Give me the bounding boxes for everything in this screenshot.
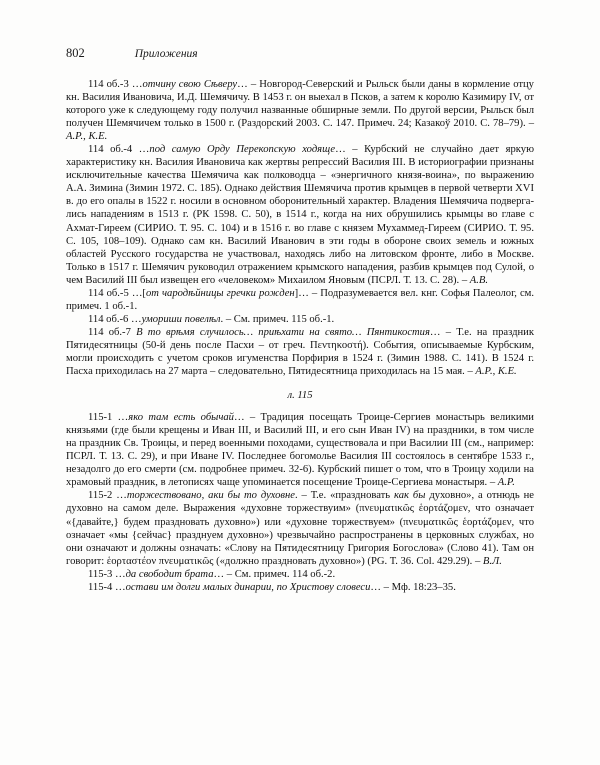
note-paragraph: 114 об.-7 В то врѣмя случилось… приѣхати на свято… Пянтикостия… – Т.е. на праздник Пятидесятницы (50-й день после Пасхи – от греч. Πεντηκοστή). События, описываемые Курбским, могли происходить с учетом сроков игуменства Порфирия в 1524 г. (Зимин 1988. С. 141). В 1524 г. Пасха приходилась на 27 марта – следовательно, Пятидесятница приходилась на 15 мая. – А.Р., К.Е. — [66, 326, 534, 378]
page-body — [66, 78, 534, 594]
note-paragraph: 115-2 …торжествовано, аки бы то духовне. – Т.е. «праздновать как бы духовно», а отнюдь не духовно на самом деле. Выражения «духовне торжествуим» (πνευματικῶς ἑορτάζομεν, что означает «{давайте,} будем праздновать духовно») или «духовне торжествуем» (πνευματικῶς ἑορτάζομεν, что означает «мы {сейчас} празднуем духовно») чрезвычайно распространены в церковных службах, но они означают и должны означать: «Слову на Пятидесятницу Григория Богослова» (Слово 41). Там он говорит: ἑορταστέον πνευματικῶς («должно праздновать духовно») (PG. Т. 36. Col. 429.29). – В.Л. — [66, 490, 534, 567]
page-header — [66, 46, 534, 61]
note-paragraph: 114 об.-4 …под самую Орду Перекопскую ходяще… – Курбский не случайно дает яркую характеристику кн. Василия Ивановича как жертвы репрессий Василия III. В историографии признаны исключительные качества Шемячича как полководца – «энергичного князя-воина», по выражению А.А. Зимина (Зимин 1972. С. 185). Однако действия Шемячича против крымцев в первой четверти XVI в. до его опалы в 1522 г. носили в основном оборонительный характер. Владения Шемячича подвергались нападениям в 1513 г. (РК 1598. С. 50), в 1514 г., когда на них обрушились крымцы во главе с Ахмат-Гиреем (СИРИО. Т. 95. С. 104) и в 1516 г. во главе с князем Мухаммед-Гиреем (СИРИО. Т. 95. С. 105, 108–109). Однако сам кн. Василий Иванович в эти годы в обороне своих земель и южных областей Русского государства не участвовал, находясь либо на литовском фронте, либо в Москве. Только в 1517 г. Шемячич руководил отражением крымского нападения, разбив крымцев под Сулой, о чем Василий III был извещен его «человеком» Михаилом Яновым (ПСРЛ. Т. 13. С. 28). – А.В. — [66, 144, 534, 286]
note-paragraph: 114 об.-5 …[от чародѣйницы гречки рожден]… – Подразумевается вел. кнг. Софья Палеолог, см. примеч. 1 об.-1. — [66, 287, 535, 312]
note-paragraph: 115-3 …да свободит брата… – См. примеч. 114 об.-2. — [88, 568, 336, 580]
note-paragraph: 114 об.-6 …умориши повелѣл. – См. примеч. 115 об.-1. — [88, 313, 335, 325]
note-paragraph: 114 об.-3 …отчину свою Сѣверу… – Новгород-Северский и Рыльск были даны в кормление отцу кн. Василия Ивановича, И.Д. Шемячичу. В 1453 г. он выехал в Псков, а затем к королю Казимиру IV, от которого уже к следующему году получил названные обширные земли. По другой версии, Рыльск был получен Шемячичем только в 1500 г. (Раздорский 2003. С. 147. Примеч. 24; Казакоў 2010. С. 78–79). – А.Р., К.Е. — [66, 79, 534, 143]
folio-marker: л. 115 — [287, 390, 313, 402]
note-paragraph: 115-1 …яко там есть обычай… – Традиция посещать Троице-Сергиев монастырь великими князьями (где были крещены и Иван III, и Василий III, и его сын Иван IV) на праздники, в том числе на праздник Св. Троицы, и перед военными походами, существовала и при Василии III (см., например: ПСРЛ. Т. 13. С. 29), и при Иване IV. Последнее богомолье Василия III состоялось в сентябре 1533 г., незадолго до его смерти (см. подробнее примеч. 32-6). Курбский пишет о том, что в Троицу ходили на храмовый праздник, в летописях чаще упоминается посещение Троице-Сергиева монастыря. – А.Р. — [66, 412, 534, 489]
running-title: Приложения — [134, 48, 198, 60]
page-number: 802 — [66, 46, 85, 60]
note-paragraph: 115-4 …остави им долги малых динарии, по Христову словеси… – Мф. 18:23–35. — [88, 581, 456, 593]
